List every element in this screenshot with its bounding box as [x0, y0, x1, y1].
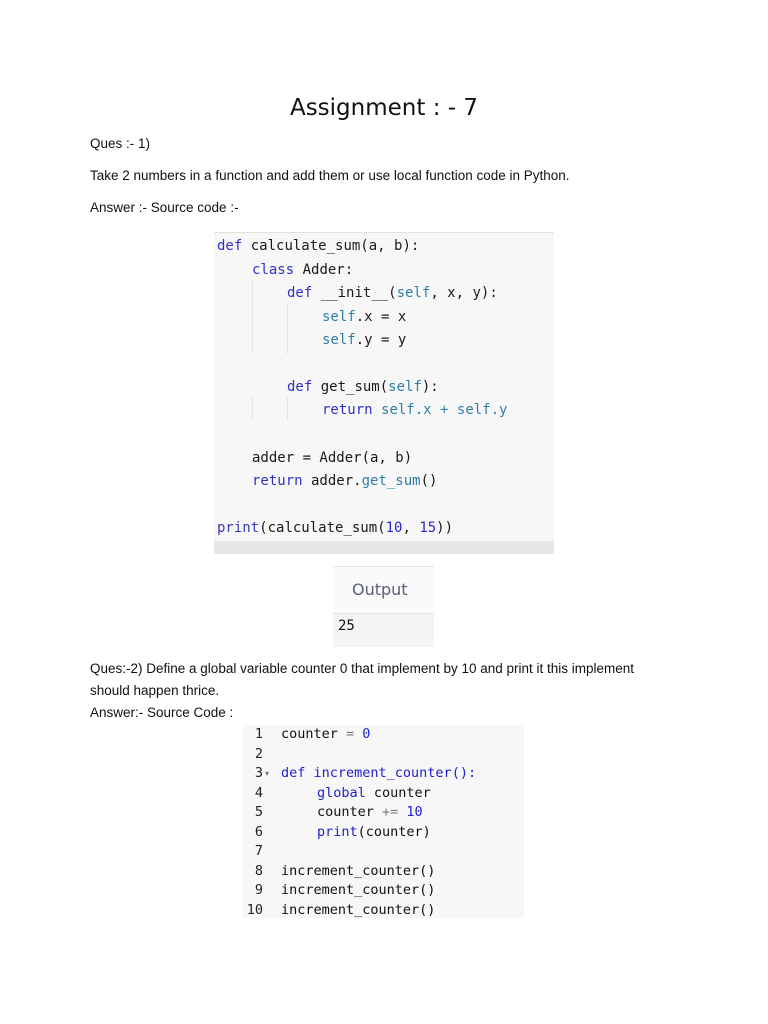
code-text: increment_counter()	[281, 901, 436, 918]
question-1-label: Ques :- 1)	[90, 136, 151, 151]
code-text: increment_counter()	[281, 882, 436, 898]
code-line: print(calculate_sum(10, 15))	[217, 520, 454, 536]
code-line: class Adder:	[252, 262, 354, 278]
code-line: return adder.get_sum()	[252, 473, 438, 489]
code-line: self.y = y	[322, 332, 407, 348]
question-2-line-2: should happen thrice.	[90, 683, 220, 698]
answer-2-label: Answer:- Source Code :	[90, 705, 234, 720]
output-header-label: Output	[352, 580, 408, 599]
code-text: def increment_counter():	[281, 765, 477, 781]
output-header	[333, 567, 434, 614]
line-number: 5	[254, 804, 263, 820]
code-row	[243, 881, 524, 901]
answer-1-label: Answer :- Source code :-	[90, 200, 239, 215]
output-panel	[333, 566, 434, 647]
code-row	[243, 745, 524, 765]
code-row	[243, 725, 524, 745]
code-row	[243, 803, 524, 823]
code-block-1	[214, 232, 554, 554]
code-row	[243, 842, 524, 862]
output-value: 25	[338, 618, 355, 634]
line-number: 7	[254, 843, 263, 859]
fold-arrow-icon[interactable]: ▾	[265, 769, 270, 778]
line-number: 3	[254, 765, 263, 781]
line-number: 4	[254, 784, 263, 801]
code-block-2	[243, 725, 524, 918]
line-number: 8	[254, 862, 263, 879]
code-line: def get_sum(self):	[287, 379, 439, 395]
code-text: print(counter)	[317, 823, 431, 840]
question-2-line-1: Ques:-2) Define a global variable counter 0 that implement by 10 and print it this implement	[90, 661, 635, 676]
line-number: 10	[246, 901, 263, 918]
line-number: 2	[254, 745, 263, 762]
code-text: increment_counter()	[281, 862, 436, 879]
code-line: def __init__(self, x, y):	[287, 285, 498, 301]
code-text: counter = 0	[281, 726, 371, 742]
code-text: counter += 10	[317, 804, 423, 820]
code-line: adder = Adder(a, b)	[252, 450, 413, 466]
code-scrollbar[interactable]	[214, 541, 554, 554]
code-text: global counter	[317, 784, 431, 801]
question-1-text: Take 2 numbers in a function and add them or use local function code in Python.	[90, 168, 570, 183]
code-row	[243, 784, 524, 804]
page-title: Assignment : - 7	[289, 95, 479, 121]
line-number: 1	[254, 726, 263, 742]
code-line: self.x = x	[322, 309, 407, 325]
code-row	[243, 823, 524, 843]
code-row	[243, 764, 524, 784]
line-number: 9	[254, 882, 263, 898]
code-row	[243, 862, 524, 882]
code-line: def calculate_sum(a, b):	[217, 238, 420, 254]
code-row	[243, 901, 524, 921]
code-line: return self.x + self.y	[322, 402, 508, 418]
line-number: 6	[254, 823, 263, 840]
